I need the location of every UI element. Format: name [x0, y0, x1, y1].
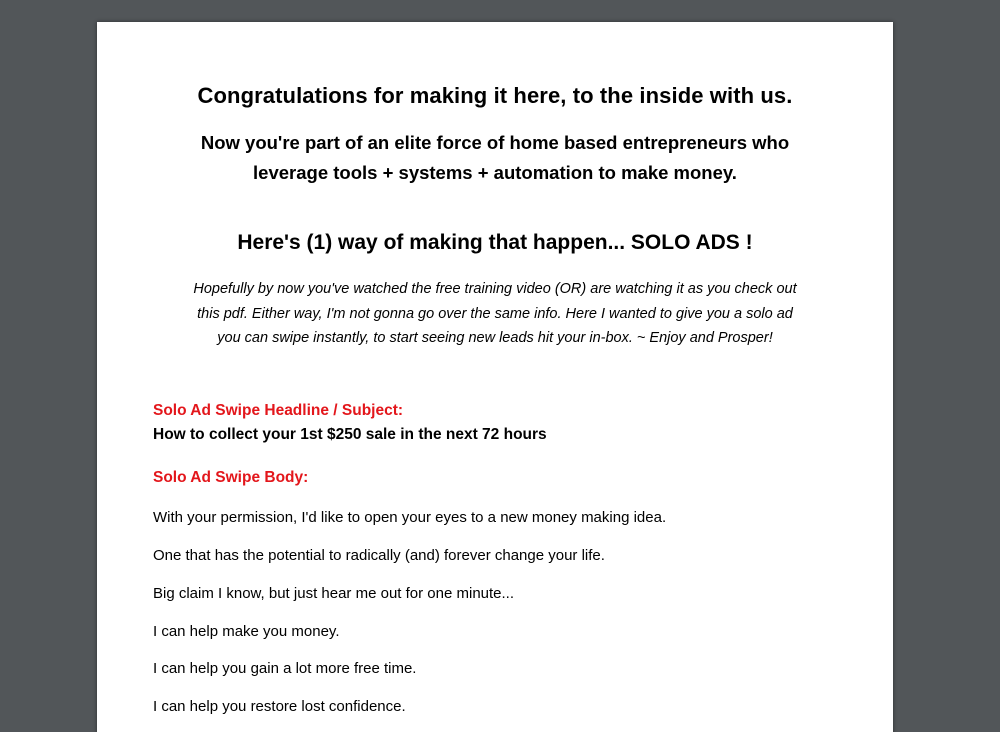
body-line: Big claim I know, but just hear me out for one minute...	[153, 585, 515, 602]
subheading-line: Now you're part of an elite force of home based entrepreneurs who	[200, 132, 790, 153]
body-line: I can help make you money.	[153, 623, 340, 640]
body-line: With your permission, I'd like to open your eyes to a new money making idea.	[153, 509, 667, 526]
section-heading: Here's (1) way of making that happen... SOLO ADS !	[237, 231, 753, 254]
page-heading: Congratulations for making it here, to the inside with us.	[197, 83, 793, 108]
intro-line: you can swipe instantly, to start seeing new leads hit your in-box. ~ Enjoy and Prosper!	[217, 330, 773, 346]
intro-paragraph	[155, 277, 835, 351]
body-line: I can help you restore lost confidence.	[153, 698, 406, 715]
body-line: One that has the potential to radically (and) forever change your life.	[153, 547, 605, 564]
intro-line: Hopefully by now you've watched the free training video (OR) are watching it as you check out	[193, 281, 797, 297]
body-line: I can help you gain a lot more free time.	[153, 660, 417, 677]
headline-label: Solo Ad Swipe Headline / Subject:	[153, 402, 404, 419]
subheading-line: leverage tools + systems + automation to make money.	[253, 162, 737, 183]
headline-text: How to collect your 1st $250 sale in the next 72 hours	[153, 426, 547, 443]
headline-section	[153, 402, 853, 444]
intro-line: this pdf. Either way, I'm not gonna go over the same info. Here I wanted to give you a solo ad	[197, 305, 793, 322]
body-label: Solo Ad Swipe Body:	[153, 469, 309, 486]
subheading	[157, 128, 833, 188]
pdf-page	[97, 22, 893, 732]
